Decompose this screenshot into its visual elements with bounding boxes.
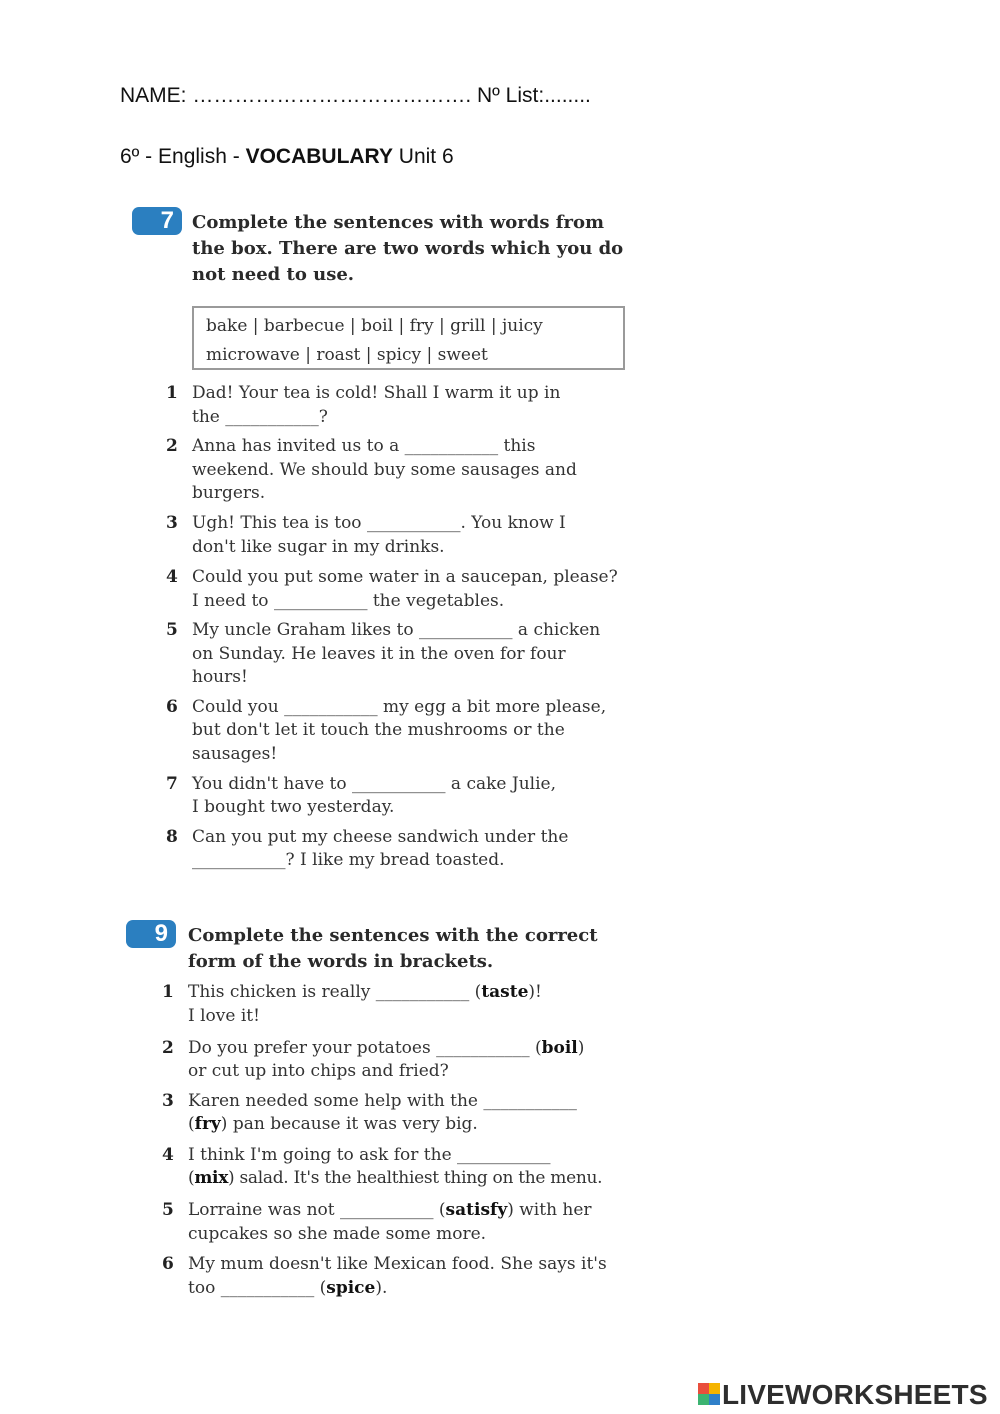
exercise-7-badge: 7 bbox=[132, 207, 182, 235]
text-part: I love it! bbox=[188, 1006, 260, 1026]
item-line bbox=[188, 1277, 387, 1301]
text-part: )! bbox=[528, 982, 542, 1002]
item-line: You didn't have to ___________ a cake Julie, bbox=[192, 774, 556, 794]
item-line bbox=[188, 981, 542, 1005]
item-number: 6 bbox=[166, 697, 178, 717]
item-line bbox=[188, 1167, 602, 1191]
instruction-line: Complete the sentences with the correct bbox=[188, 925, 598, 946]
bracket-word: spice bbox=[326, 1278, 376, 1298]
item-line: hours! bbox=[192, 667, 248, 687]
instruction-line: not need to use. bbox=[192, 264, 355, 285]
text-part: or cut up into chips and fried? bbox=[188, 1061, 449, 1081]
item-line bbox=[188, 1144, 551, 1168]
bracket-word: mix bbox=[194, 1168, 229, 1188]
logo-square bbox=[709, 1383, 720, 1394]
text-part: ( bbox=[188, 1168, 195, 1188]
bracket-word: boil bbox=[541, 1038, 578, 1058]
logo-square bbox=[698, 1394, 709, 1405]
item-number: 3 bbox=[166, 513, 178, 533]
item-line bbox=[188, 1005, 260, 1029]
item-line: Could you put some water in a saucepan, please? bbox=[192, 567, 618, 587]
item-line: on Sunday. He leaves it in the oven for four bbox=[192, 644, 566, 664]
subject-bold: VOCABULARY bbox=[245, 145, 393, 168]
instruction-line: form of the words in brackets. bbox=[188, 951, 494, 972]
item-line: sausages! bbox=[192, 744, 278, 764]
logo-square bbox=[698, 1383, 709, 1394]
item-line: weekend. We should buy some sausages and bbox=[192, 460, 577, 480]
item-number: 4 bbox=[162, 1145, 174, 1165]
subject-suffix: Unit 6 bbox=[392, 145, 454, 168]
word-box-line: bake | barbecue | boil | fry | grill | juicy bbox=[206, 316, 543, 336]
text-part: This chicken is really ___________ ( bbox=[188, 982, 482, 1002]
item-number: 6 bbox=[162, 1254, 174, 1274]
item-line: but don't let it touch the mushrooms or the bbox=[192, 720, 565, 740]
item-line: the ___________? bbox=[192, 407, 328, 427]
instruction-line: Complete the sentences with words from bbox=[192, 212, 604, 233]
text-part: ) salad. It's the healthiest thing on the menu. bbox=[228, 1168, 603, 1188]
text-part: cupcakes so she made some more. bbox=[188, 1224, 487, 1244]
logo-square bbox=[709, 1394, 720, 1405]
item-line: Can you put my cheese sandwich under the bbox=[192, 827, 569, 847]
subject-prefix: 6º - English - bbox=[120, 145, 246, 168]
word-box bbox=[192, 306, 625, 370]
text-part: My mum doesn't like Mexican food. She says it's bbox=[188, 1254, 607, 1274]
item-line: ___________? I like my bread toasted. bbox=[192, 850, 505, 870]
item-line: I need to ___________ the vegetables. bbox=[192, 591, 505, 611]
item-line bbox=[188, 1199, 592, 1223]
subject-line bbox=[120, 145, 454, 169]
item-number: 1 bbox=[166, 383, 178, 403]
text-part: I think I'm going to ask for the ___________ bbox=[188, 1145, 551, 1165]
instruction-line: the box. There are two words which you do bbox=[192, 238, 624, 259]
item-line bbox=[188, 1253, 607, 1277]
item-number: 3 bbox=[162, 1091, 174, 1111]
text-part: too ___________ ( bbox=[188, 1278, 327, 1298]
word-box-line: microwave | roast | spicy | sweet bbox=[206, 345, 488, 365]
name-line: NAME: …………………………………. Nº List:........ bbox=[120, 84, 591, 107]
item-line: don't like sugar in my drinks. bbox=[192, 537, 445, 557]
bracket-word: satisfy bbox=[445, 1200, 508, 1220]
item-line bbox=[188, 1113, 478, 1137]
item-number: 4 bbox=[166, 567, 178, 587]
item-line: Dad! Your tea is cold! Shall I warm it up in bbox=[192, 383, 561, 403]
text-part: ) with her bbox=[507, 1200, 592, 1220]
item-line bbox=[188, 1223, 486, 1247]
item-line: I bought two yesterday. bbox=[192, 797, 395, 817]
item-line bbox=[188, 1060, 449, 1084]
item-number: 7 bbox=[166, 774, 178, 794]
exercise-9-instruction bbox=[188, 923, 598, 975]
text-part: ) bbox=[577, 1038, 585, 1058]
item-number: 2 bbox=[166, 436, 178, 456]
item-number: 1 bbox=[162, 982, 174, 1002]
item-number: 8 bbox=[166, 827, 178, 847]
text-part: ( bbox=[188, 1114, 195, 1134]
bracket-word: taste bbox=[481, 982, 529, 1002]
text-part: ). bbox=[375, 1278, 388, 1298]
item-number: 5 bbox=[166, 620, 178, 640]
logo-grid-icon bbox=[698, 1383, 720, 1405]
item-line: burgers. bbox=[192, 483, 266, 503]
text-part: Lorraine was not ___________ ( bbox=[188, 1200, 446, 1220]
logo-text: LIVEWORKSHEETS bbox=[722, 1379, 988, 1410]
text-part: Karen needed some help with the ___________ bbox=[188, 1091, 577, 1111]
item-line bbox=[188, 1037, 584, 1061]
item-line: Anna has invited us to a ___________ this bbox=[192, 436, 536, 456]
exercise-9-badge: 9 bbox=[126, 920, 176, 948]
text-part: ) pan because it was very big. bbox=[220, 1114, 478, 1134]
text-part: Do you prefer your potatoes ___________ ( bbox=[188, 1038, 542, 1058]
exercise-7-instruction bbox=[192, 210, 623, 288]
item-line: Could you ___________ my egg a bit more please, bbox=[192, 697, 607, 717]
item-line: Ugh! This tea is too ___________. You know I bbox=[192, 513, 566, 533]
bracket-word: fry bbox=[194, 1114, 221, 1134]
item-line: My uncle Graham likes to ___________ a chicken bbox=[192, 620, 601, 640]
item-number: 5 bbox=[162, 1200, 174, 1220]
item-line bbox=[188, 1090, 577, 1114]
item-number: 2 bbox=[162, 1038, 174, 1058]
